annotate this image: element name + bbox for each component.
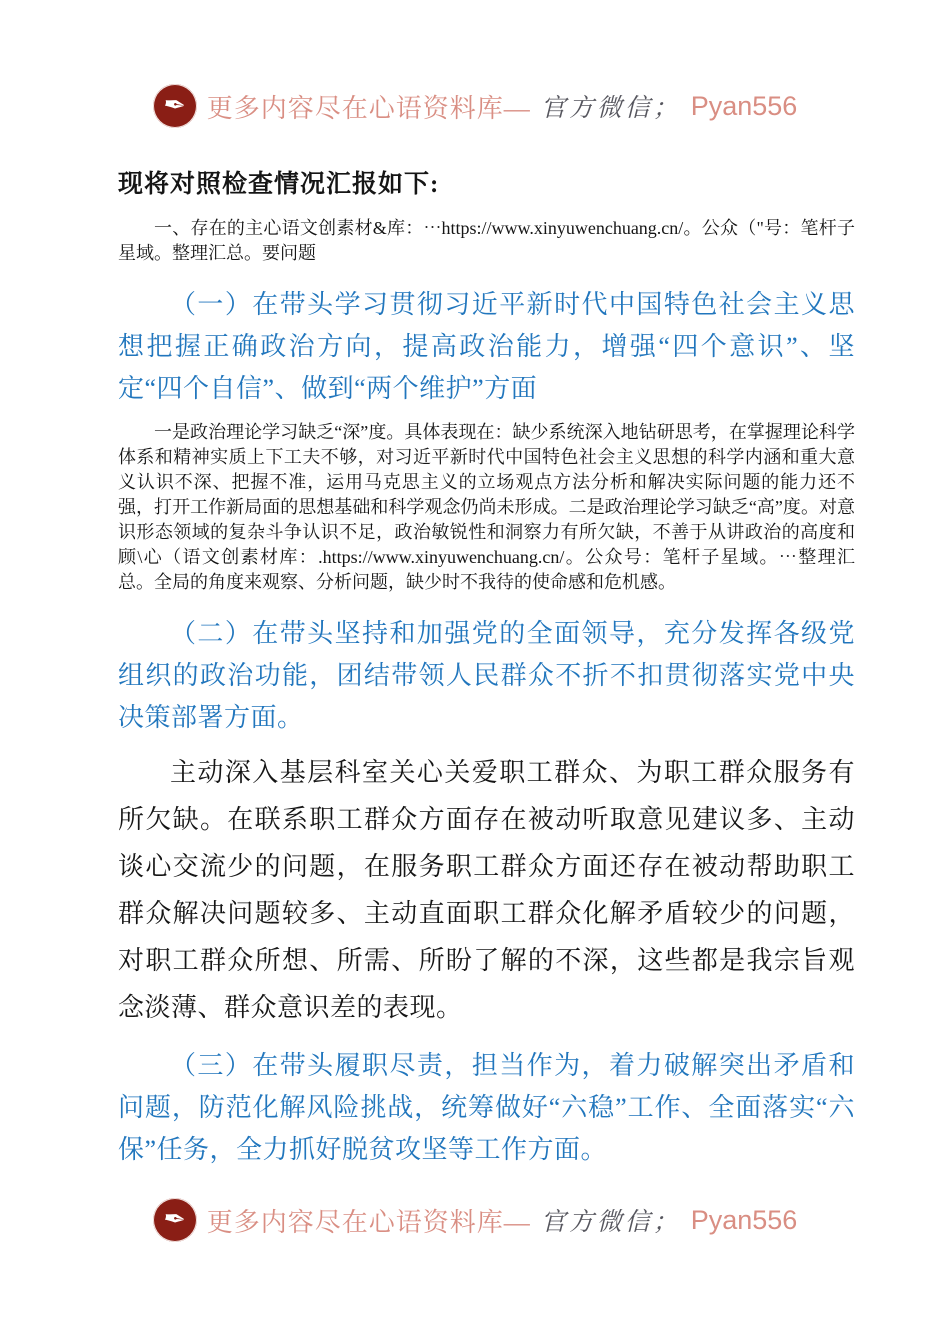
section-2-body: 主动深入基层科室关心关爱职工群众、为职工群众服务有所欠缺。在联系职工群众方面存在被动听取意见建议多、主动谈心交流少的问题，在服务职工群众方面还存在被动帮助职工群众解决问题较多、主动直面职工群众化解矛盾较少的问题，对职工群众所想、所需、所盼了解的不深，这些都是我宗旨观念淡薄、群众意识差的表现。 <box>118 758 855 1022</box>
intro-paragraph: 一、存在的主心语文创素材&库：⋯https://www.xinyuwenchuang.cn/。公众（"号：笔杆子星域。整理汇总。要问题 <box>118 218 855 263</box>
section-2-heading: （二）在带头坚持和加强党的全面领导，充分发挥各级党组织的政治功能，团结带领人民群众不折不扣贯彻落实党中央决策部署方面。 <box>118 619 855 732</box>
watermark-wechat-id: Pyan556 <box>690 1204 798 1235</box>
watermark-main-text: 更多内容尽在心语资料库— <box>206 1207 531 1237</box>
pen-nib-circle-icon <box>153 84 197 128</box>
watermark-footer <box>0 1198 950 1242</box>
watermark-wechat-id: Pyan556 <box>690 90 798 121</box>
section-3-heading: （三）在带头履职尽责，担当作为，着力破解突出矛盾和问题，防范化解风险挑战，统筹做好“六稳”工作、全面落实“六保”任务，全力抓好脱贫攻坚等工作方面。 <box>118 1051 855 1164</box>
watermark-wechat-label: 官方微信； <box>540 1209 681 1236</box>
document-content <box>118 164 855 1181</box>
pen-nib-glyph: ✒ <box>161 1202 189 1236</box>
section-1-body: 一是政治理论学习缺乏“深”度。具体表现在：缺少系统深入地钻研思考，在掌握理论科学体系和精神实质上下工夫不够，对习近平新时代中国特色社会主义思想的科学内涵和重大意义认识不深、把握不准，运用马克思主义的立场观点方法分析和解决实际问题的能力还不强，打开工作新局面的思想基础和科学观念仍尚未形成。二是政治理论学习缺乏“高”度。对意识形态领域的复杂斗争认识不足，政治敏锐性和洞察力有所欠缺，不善于从讲政治的高度和顾\心（语文创素材库：.https://www.xinyuwenchuang.cn/。公众号：笔杆子星域。⋯整理汇总。全局的角度来观察、分析问题，缺少时不我待的使命感和危机感。 <box>118 422 855 592</box>
section-1-heading: （一）在带头学习贯彻习近平新时代中国特色社会主义思想把握正确政治方向，提高政治能力，增强“四个意识”、坚定“四个自信”、做到“两个维护”方面 <box>118 290 855 403</box>
watermark-main-text: 更多内容尽在心语资料库— <box>206 93 531 123</box>
watermark-wechat-label: 官方微信； <box>540 95 681 122</box>
pen-nib-circle-icon <box>153 1198 197 1242</box>
pen-nib-glyph: ✒ <box>161 88 189 122</box>
report-title: 现将对照检查情况汇报如下: <box>118 171 440 198</box>
watermark-header <box>0 84 950 128</box>
